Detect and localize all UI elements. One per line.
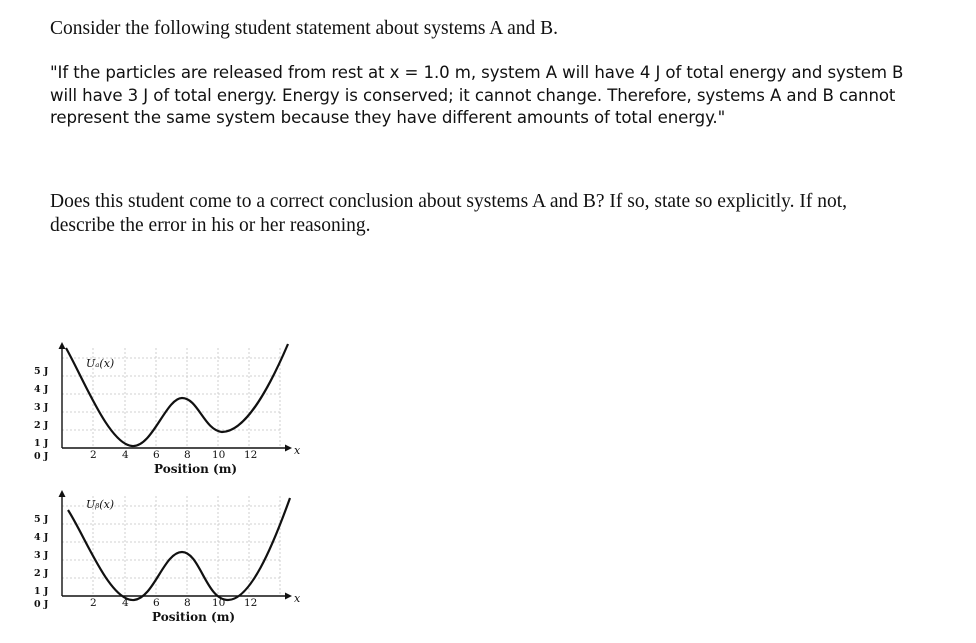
graph-a-function-label: Uₐ(x) (86, 357, 115, 370)
graph-b-x-tick: 8 (184, 597, 191, 609)
graph-b-x-arrow (285, 593, 292, 600)
graph-a-y-tick: 4 J (34, 384, 49, 395)
graph-a-x-tick: 2 (90, 449, 97, 461)
student-statement: "If the particles are released from rest at x = 1.0 m, system A will have 4 J of total energy and system B will have 3 J of total energy. Energy is conserved; it cannot change. Therefore, systems A and B cannot represent the same system because they have different amounts of total energy." (50, 63, 904, 127)
graph-a-y-tick: 1 J (34, 438, 49, 449)
graph-a-y-tick: 2 J (34, 420, 49, 431)
graph-a-y-arrow (59, 342, 66, 349)
graph-a-x-tick: 4 (122, 449, 129, 461)
graph-b-y-tick: 1 J (34, 586, 49, 597)
graph-a-x-tick: 8 (184, 449, 191, 461)
graph-b-x-tick: 10 (212, 597, 226, 609)
graph-a-x-label: Position (m) (154, 462, 238, 476)
graph-b-curve (68, 498, 290, 600)
question-intro: Consider the following student statement about systems A and B. (50, 18, 559, 39)
graph-b-x-tick: 12 (244, 597, 258, 609)
graph-b-y-tick: 5 J (34, 514, 49, 525)
graph-b-x-variable: x (294, 592, 301, 605)
graph-b-y-tick: 4 J (34, 532, 49, 543)
graph-a-x-arrow (285, 445, 292, 452)
graph-b-y-tick: 0 J (34, 599, 49, 610)
graph-b-y-arrow (59, 490, 66, 497)
graph-a-x-tick: 6 (153, 449, 160, 461)
graph-a-x-variable: x (294, 444, 301, 457)
graph-a-x-tick: 10 (212, 449, 226, 461)
graph-b-x-tick: 2 (90, 597, 97, 609)
graph-b-grid (62, 496, 280, 596)
graph-b-y-tick: 3 J (34, 550, 49, 561)
graph-b-function-label: Uᵦ(x) (86, 498, 115, 511)
graph-a-x-tick: 12 (244, 449, 258, 461)
graph-system-b (34, 488, 364, 634)
graph-system-a (34, 340, 364, 486)
graph-b-y-tick: 2 J (34, 568, 49, 579)
graph-b-x-tick: 4 (122, 597, 129, 609)
graph-b-x-tick: 6 (153, 597, 160, 609)
graph-b-x-label: Position (m) (152, 610, 236, 624)
graph-a-y-tick: 0 J (34, 451, 49, 462)
question-prompt: Does this student come to a correct conclusion about systems A and B? If so, state so explicitly. If not, describe the error in his or her reasoning. (50, 191, 847, 236)
graph-a-y-tick: 5 J (34, 366, 49, 377)
graph-a-y-tick: 3 J (34, 402, 49, 413)
